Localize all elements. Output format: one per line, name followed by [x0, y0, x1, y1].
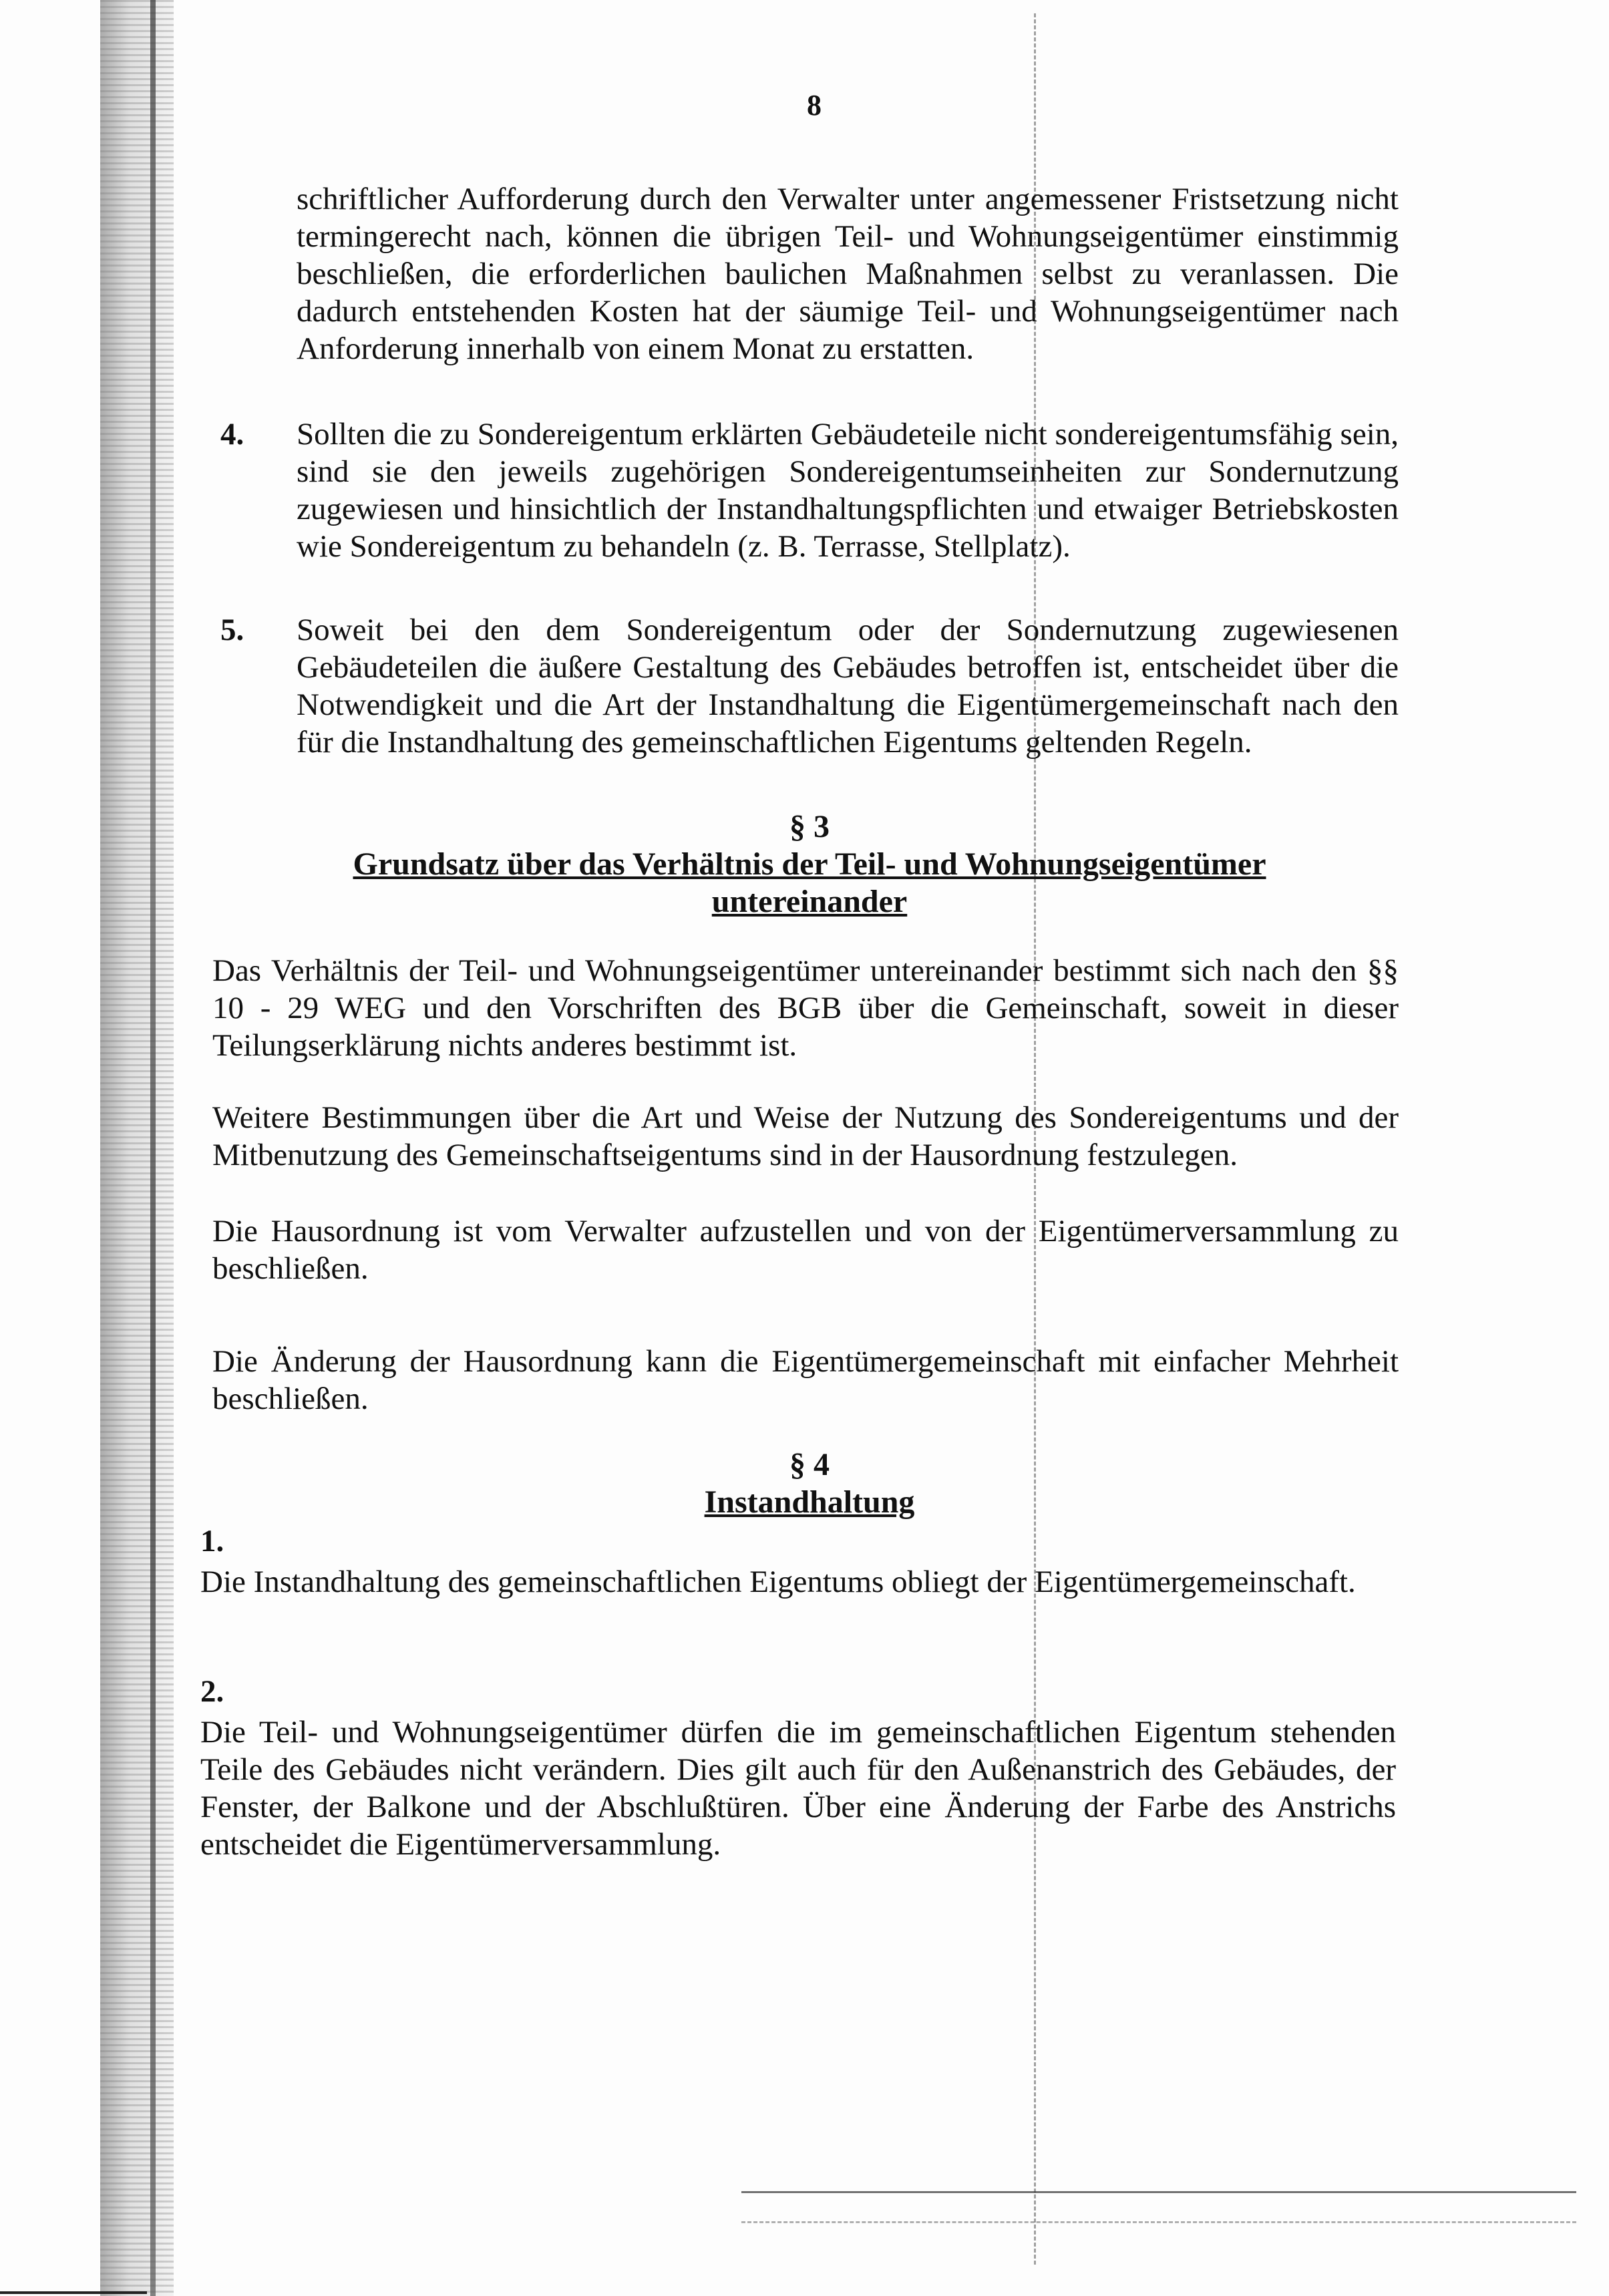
- section-title-continued: untereinander: [711, 884, 908, 919]
- list-item: [220, 611, 1399, 761]
- section-paragraph: [212, 1212, 1399, 1287]
- section-title: Instandhaltung: [704, 1484, 915, 1520]
- point-number: 1.: [200, 1524, 224, 1559]
- section-paragraph: [212, 1099, 1399, 1174]
- continued-paragraph: [297, 180, 1399, 367]
- bottom-rule: [741, 2191, 1576, 2193]
- item-number: 4.: [220, 417, 244, 452]
- paragraph-text: Die Änderung der Hausordnung kann die Eigentümergemeinschaft mit einfacher Mehrheit beschließen.: [212, 1344, 1399, 1416]
- section-heading: [220, 1446, 1399, 1521]
- section-paragraph: [212, 952, 1399, 1064]
- section-heading: [220, 808, 1399, 921]
- paragraph-text: Die Hausordnung ist vom Verwalter aufzustellen und von der Eigentümerversammlung zu beschließen.: [212, 1214, 1399, 1286]
- section-number: § 4: [789, 1447, 830, 1482]
- paragraph-text: schriftlicher Aufforderung durch den Verwalter unter angemessener Fristsetzung nicht termingerecht nach, können die übrigen Teil- und Wohnungseigentümer einstimmig beschließen, die erforderlichen baulichen Maßnahmen selbst zu veranlassen. Die dadurch entstehenden Kosten hat der säumige Teil- und Wohnungseigentümer nach Anforderung innerhalb von einem Monat zu erstatten.: [297, 182, 1399, 366]
- point-paragraph: [200, 1713, 1396, 1863]
- item-number: 5.: [220, 613, 244, 647]
- list-item: [220, 416, 1399, 565]
- item-text: Sollten die zu Sondereigentum erklärten Gebäudeteile nicht sondereigentumsfähig sein, sind sie den jeweils zugehörigen Sondereigentumseinheiten zur Sondernutzung zugewiesen und hinsichtlich der Instandhaltungspflichten und etwaiger Betriebskosten wie Sondereigentum zu behandeln (z. B. Terrasse, Stellplatz).: [297, 417, 1399, 564]
- point-paragraph: [200, 1563, 1396, 1601]
- section-paragraph: [212, 1343, 1399, 1418]
- item-text: Soweit bei den dem Sondereigentum oder der Sondernutzung zugewiesenen Gebäudeteilen die äußere Gestaltung des Gebäudes betroffen ist, entscheidet über die Notwendigkeit und die Art der Instandhaltung die Eigentümergemeinschaft nach den für die Instandhaltung des gemeinschaftlichen Eigentums geltenden Regeln.: [297, 613, 1399, 760]
- section-number: § 3: [789, 809, 830, 844]
- paragraph-text: Die Teil- und Wohnungseigentümer dürfen die im gemeinschaftlichen Eigentum stehenden Teile des Gebäudes nicht verändern. Dies gilt auch für den Außenanstrich des Gebäudes, der Fenster, der Balkone und der Abschlußtüren. Über eine Änderung der Farbe des Anstrichs entscheidet die Eigentümerversammlung.: [200, 1715, 1396, 1862]
- page-number: 8: [807, 89, 822, 122]
- paragraph-text: Weitere Bestimmungen über die Art und Weise der Nutzung des Sondereigentums und der Mitbenutzung des Gemeinschaftseigentums sind in der Hausordnung festzulegen.: [212, 1100, 1399, 1172]
- paragraph-text: Die Instandhaltung des gemeinschaftlichen Eigentums obliegt der Eigentümergemeinschaft.: [200, 1565, 1356, 1599]
- bottom-dashed-rule: [741, 2221, 1576, 2223]
- section-title: Grundsatz über das Verhältnis der Teil- und Wohnungseigentümer: [353, 846, 1266, 882]
- point-number: 2.: [200, 1674, 224, 1709]
- scan-binding-line: [150, 0, 156, 2296]
- paragraph-text: Das Verhältnis der Teil- und Wohnungseigentümer untereinander bestimmt sich nach den §§ 10 - 29 WEG und den Vorschriften des BGB über die Gemeinschaft, soweit in dieser Teilungserklärung nichts anderes bestimmt ist.: [212, 953, 1399, 1063]
- scan-edge-artifact: [100, 0, 174, 2296]
- bottom-left-rule: [0, 2291, 147, 2294]
